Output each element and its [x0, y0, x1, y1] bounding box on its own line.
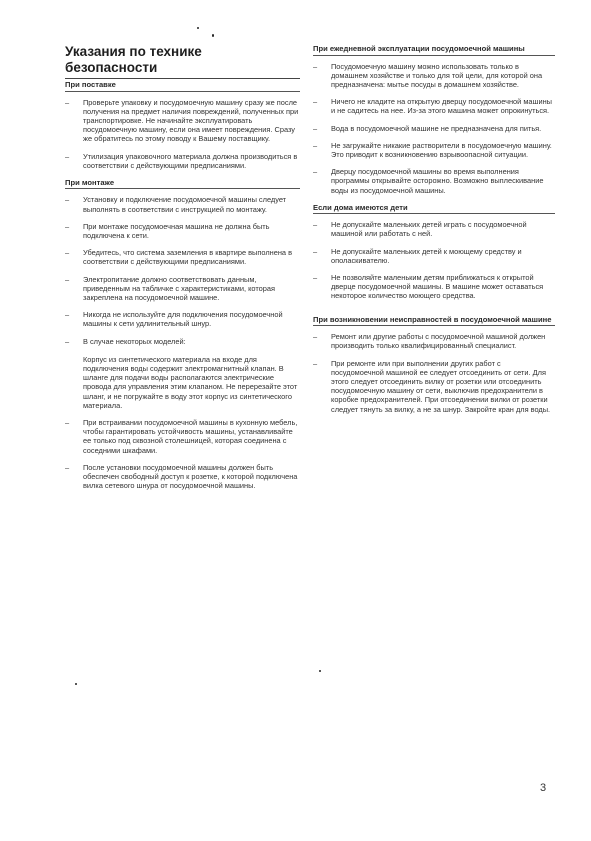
- dash-bullet: –: [313, 220, 318, 230]
- section-heading: При ежедневной эксплуатации посудомоечной машины: [313, 44, 525, 53]
- dash-bullet: –: [65, 248, 70, 258]
- section-rule: [65, 188, 300, 189]
- list-item-text: Утилизация упаковочного материала должна производиться в соответствии с действующими предписаниями.: [83, 151, 298, 170]
- list-item: [313, 359, 555, 414]
- section: [313, 44, 555, 195]
- scan-speck: [212, 34, 214, 37]
- section: [65, 80, 300, 170]
- dash-bullet: –: [65, 336, 70, 346]
- section-heading: При возникновении неисправностей в посудомоечной машине: [313, 314, 552, 324]
- dash-bullet: –: [65, 195, 70, 205]
- title-rule: [65, 78, 300, 79]
- dash-bullet: –: [65, 151, 70, 161]
- list-item-text: Никогда не используйте для подключения посудомоечной машины к сети удлинительный шнур.: [83, 310, 283, 329]
- dash-bullet: –: [313, 358, 318, 368]
- list-item: [65, 418, 300, 455]
- list-item-text: При ремонте или при выполнении других работ с посудомоечной машиной ее следует отсоединить от сети. Для этого следует отсоединить вилку от розетки или отсоединить посудомоечную машину от сети, выключив предохранители в коробке предохранителей. При отсоединении вилки от розетки следует тянуть за вилку, а не за шнур. Закройте кран для воды.: [331, 358, 551, 414]
- list-item: [313, 167, 555, 195]
- list-item: [313, 273, 555, 301]
- left-column: [65, 44, 300, 499]
- page-title: [65, 44, 300, 76]
- scan-speck: [197, 27, 199, 29]
- list-item-text: Убедитесь, что система заземления в квартире выполнена в соответствии с действующими предписаниями.: [83, 248, 292, 267]
- list-item: [313, 62, 555, 90]
- dash-bullet: –: [313, 97, 318, 107]
- list-item-text: Не загружайте никакие растворители в посудомоечную машину. Это приводит к возникновению взрывоопасной ситуации.: [331, 140, 552, 159]
- list-item-text: В случае некоторых моделей:: [83, 336, 186, 346]
- list-item: [313, 124, 555, 133]
- list-item-text: Корпус из синтетического материала на входе для подключения воды содержит электромагнитный клапан. В шланге для подачи воды располагаются электрические провода для управления этим клапаном. Не перерезайте этот шланг, и не погружайте в воду этот корпус из синтетического материала.: [83, 354, 298, 410]
- list-item-text: Не допускайте маленьких детей играть с посудомоечной машиной или работать с ней.: [331, 220, 527, 239]
- dash-bullet: –: [65, 310, 70, 320]
- list-item: [65, 310, 300, 328]
- list-item: [313, 332, 555, 350]
- list-item-text: При встраивании посудомоечной машины в кухонную мебель, чтобы гарантировать устойчивость машины, устанавливайте ее только под сквозной столешницей, которая соединена с соседними шкафами.: [83, 418, 298, 455]
- list-item-text: При монтаже посудомоечная машина не должна быть подключена к сети.: [83, 221, 270, 241]
- list-item: [65, 222, 300, 240]
- list-item-text: Не допускайте маленьких детей к моющему средству и ополаскивателю.: [331, 246, 522, 265]
- section: [65, 178, 300, 491]
- page-title-line-2: безопасности: [65, 60, 158, 75]
- dash-bullet: –: [65, 418, 70, 428]
- list-item: [65, 152, 300, 170]
- list-item: [313, 97, 555, 115]
- list-item-text: Проверьте упаковку и посудомоечную машину сразу же после получения на предмет наличия повреждений, полученных при транспортировке. Не начинайте эксплуатировать посудомоечную машину, если она имеет повреждения. Сразу же обратитесь по этому поводу к Вашему поставщику.: [83, 97, 299, 144]
- list-item: [65, 248, 300, 266]
- list-item-text: Дверцу посудомоечной машины во время выполнения программы открывайте осторожно. Возможно выплескивание воды из посудомоечной машины.: [331, 167, 544, 195]
- list-item-text: Не позволяйте маленьким детям приближаться к открытой дверце посудомоечной машины. В машине может оставаться некоторое количество моющего средства.: [331, 273, 544, 301]
- section-rule: [313, 325, 555, 326]
- section: [313, 203, 555, 301]
- section-heading: При монтаже: [65, 177, 115, 187]
- dash-bullet: –: [313, 123, 318, 133]
- right-column: [313, 44, 555, 422]
- section-rule: [313, 55, 555, 56]
- dash-bullet: –: [313, 167, 318, 177]
- dash-bullet: –: [65, 274, 70, 284]
- scan-speck: [75, 683, 77, 685]
- list-item: [313, 247, 555, 265]
- scan-speck: [319, 670, 321, 672]
- list-item-text: Электропитание должно соответствовать данным, приведенным на табличке с характеристиками, которая закреплена на посудомоечной машине.: [83, 274, 275, 303]
- section: [313, 315, 555, 414]
- dash-bullet: –: [313, 246, 318, 256]
- list-item: [65, 337, 300, 410]
- list-item-text: Установку и подключение посудомоечной машины следует выполнять в соответствии с инструкцией по монтажу.: [83, 195, 287, 214]
- page-title-line-1: Указания по технике: [65, 44, 202, 59]
- list-item: [65, 463, 300, 491]
- section-rule: [65, 91, 300, 92]
- list-item: [65, 195, 300, 213]
- list-item-text: После установки посудомоечной машины должен быть обеспечен свободный доступ к розетке, к которой подключена вилка сетевого шнура от посудомоечной машины.: [83, 462, 298, 491]
- dash-bullet: –: [313, 140, 318, 150]
- list-item-text: Ремонт или другие работы с посудомоечной машиной должен производить только квалифицированный специалист.: [331, 332, 546, 351]
- dash-bullet: –: [313, 332, 318, 342]
- left-sections: [65, 80, 300, 491]
- dash-bullet: –: [65, 221, 70, 231]
- list-item-text: Посудомоечную машину можно использовать только в домашнем хозяйстве и только для той цели, для которой она предназначена: мытье посуды в домашнем хозяйстве.: [331, 61, 543, 89]
- dash-bullet: –: [65, 97, 70, 107]
- section-heading: При поставке: [65, 80, 116, 89]
- dash-bullet: –: [313, 61, 318, 71]
- list-item: [65, 275, 300, 303]
- list-item: [65, 98, 300, 144]
- list-item-text: Вода в посудомоечной машине не предназначена для питья.: [331, 123, 542, 133]
- dash-bullet: –: [313, 273, 318, 283]
- page-number: 3: [540, 782, 547, 794]
- list-item-text: Ничего не кладите на открытую дверцу посудомоечной машины и не садитесь на нее. Из-за этого машина может опрокинуться.: [331, 97, 552, 116]
- list-item: [313, 220, 555, 238]
- right-sections: [313, 44, 555, 414]
- section-rule: [313, 213, 555, 214]
- list-item: [313, 141, 555, 159]
- dash-bullet: –: [65, 462, 70, 472]
- section-heading: Если дома имеются дети: [313, 202, 408, 212]
